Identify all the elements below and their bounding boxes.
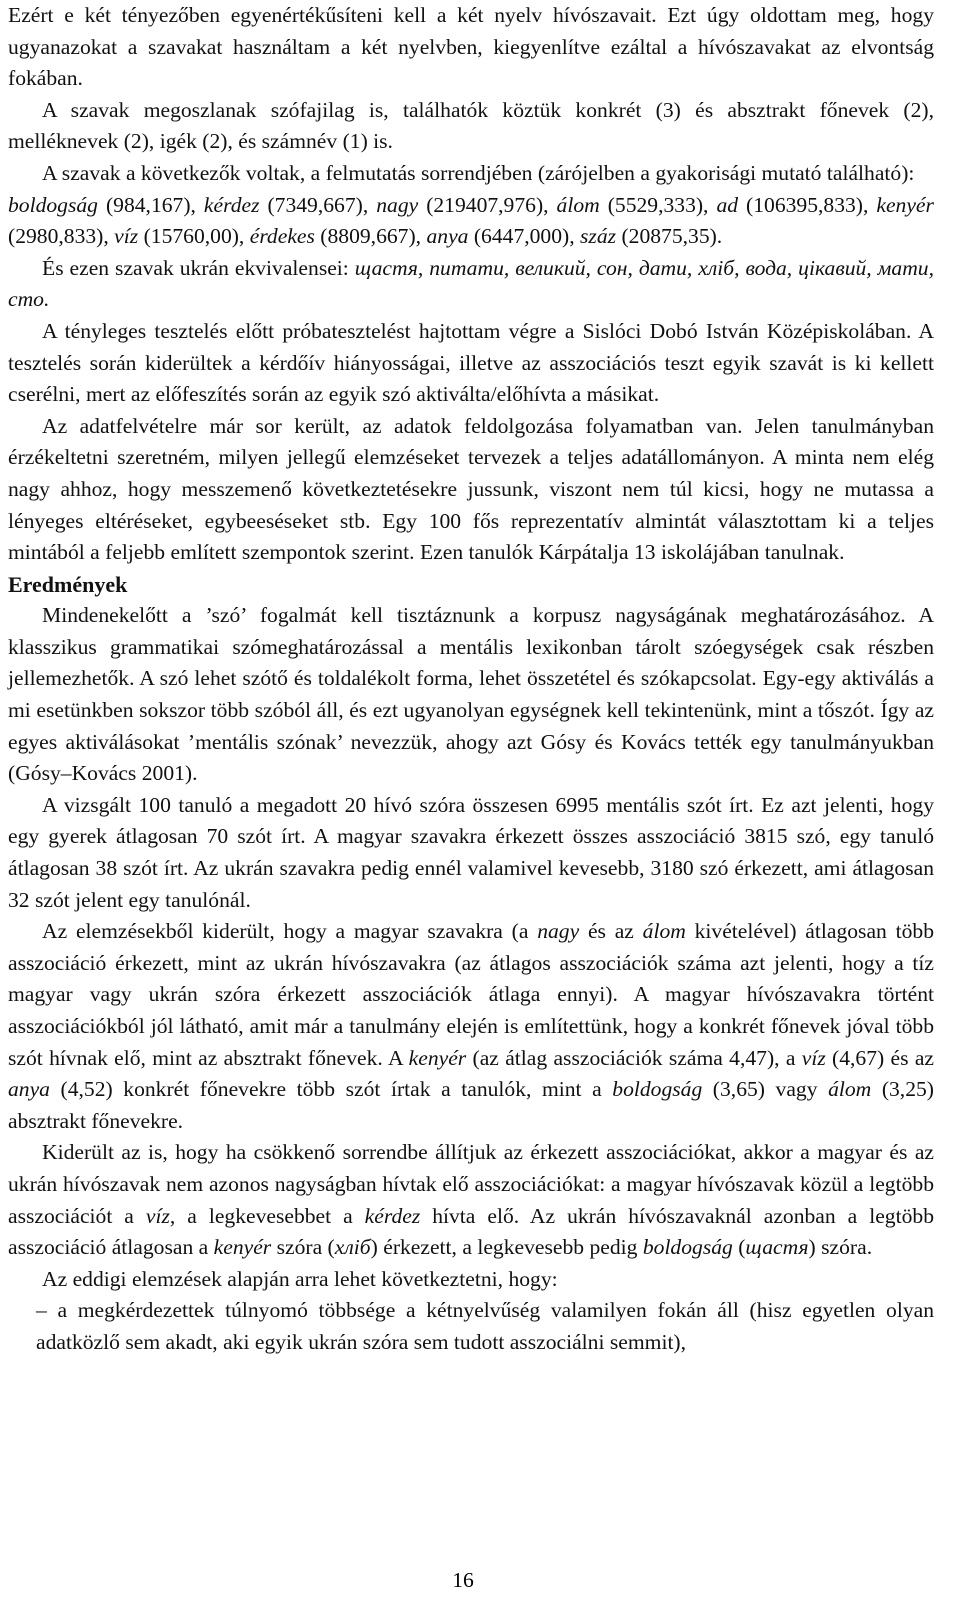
word: хліб xyxy=(334,1235,371,1260)
frequency: (219407,976), xyxy=(426,192,549,217)
word: kenyér xyxy=(213,1235,272,1260)
document-page xyxy=(8,0,934,1359)
frequency: (106395,833), xyxy=(746,192,869,217)
section-heading: Eredmények xyxy=(8,571,128,597)
word: álom xyxy=(556,192,600,217)
frequency: (8809,667), xyxy=(320,224,422,249)
bullet-item: – a megkérdezettek túlnyomó többsége a kétnyelvűség valamilyen fokán áll (hisz egyetlen olyan adatközlő sem akadt, aki egyik ukrán szóra sem tudott asszociálni semmit), xyxy=(36,1298,934,1354)
paragraph: A tényleges tesztelés előtt próbatesztelést hajtottam végre a Sislóci Dobó István Középiskolában. A tesztelés során kiderültek a kérdőív hiányosságai, illetve az asszociációs teszt egyik szavát is ki kellett cserélni, mert az előfeszítés során az egyik szó aktiválta/előhívta a másikat. xyxy=(8,318,934,407)
text: (3,65) vagy xyxy=(702,1077,829,1102)
word: víz xyxy=(801,1045,826,1070)
text: (4,52) konkrét főnevekre több szót írtak a tanulók, mint a xyxy=(49,1077,613,1102)
page-number: 16 xyxy=(452,1568,474,1592)
word: boldogság xyxy=(8,192,98,217)
paragraph: A szavak a következők voltak, a felmutatás sorrendjében (zárójelben a gyakorisági mutató található): xyxy=(42,160,915,185)
text: ) érkezett, a legkevesebb pedig xyxy=(370,1235,643,1260)
paragraph: Mindenekelőtt a ’szó’ fogalmát kell tisztáznunk a korpusz nagyságának meghatározásához. A klasszikus grammatikai szómeghatározással a mentális lexikonban tárolt szóegységek csak részben jellemezhetők. A szó lehet szótő és toldalékolt forma, lehet összetétel és szókapcsolat. Egy-egy aktiválás a mi esetünkben sokszor több szóból áll, és ezt ugyanolyan egységnek kell tekintenünk, mint a tőszót. Így az egyes aktiválásokat ’mentális szónak’ nevezzük, ahogy azt Gósy és Kovács tették egy tanulmányukban (Gósy–Kovács 2001). xyxy=(8,603,934,786)
word: érdekes xyxy=(249,224,315,249)
word: kenyér xyxy=(408,1045,467,1070)
frequency: (6447,000), xyxy=(473,224,575,249)
paragraph: A vizsgált 100 tanuló a megadott 20 hívó szóra összesen 6995 mentális szót írt. Ez azt jelenti, hogy egy gyerek átlagosan 70 szót írt. A magyar szavakra érkezett összes asszociáció 3815 szó, egy tanuló átlagosan 38 szót írt. Az ukrán szavakra pedig ennél valamivel kevesebb, 3180 szó érkezett, ami átlagosan 32 szót jelent egy tanulónál. xyxy=(8,792,934,912)
text: (az átlag asszociációk száma 4,47), a xyxy=(466,1045,802,1070)
word: anya xyxy=(8,1077,50,1102)
text: , a legkevesebbet a xyxy=(169,1203,365,1228)
word: száz xyxy=(580,224,617,249)
word: anya xyxy=(426,224,469,249)
text: És ezen szavak ukrán ekvivalensei: xyxy=(42,255,355,280)
ukrainian-words: щастя, питати, великий, сон, дати, хліб, вода, цікавий, мати, сто. xyxy=(8,255,935,312)
word: kérdez xyxy=(203,192,260,217)
word: álom xyxy=(642,919,686,944)
word-list xyxy=(8,190,934,253)
word: kenyér xyxy=(876,192,934,217)
text: hívta elő. Az ukrán hívószavaknál azonban a legtöbb asszociáció átlagosan a xyxy=(8,1203,934,1260)
word: víz xyxy=(145,1203,170,1228)
word: ad xyxy=(716,192,739,217)
word: víz xyxy=(114,224,139,249)
paragraph: A szavak megoszlanak szófajilag is, találhatók köztük konkrét (3) és absztrakt főnevek (2), melléknevek (2), igék (2), és számnév (1) is. xyxy=(8,97,934,154)
word: boldogság xyxy=(642,1235,733,1260)
frequency: (984,167), xyxy=(105,192,196,217)
text: kivételével) átlagosan több asszociáció érkezett, mint az ukrán hívószavakra (az átlagos asszociációk száma azt jelenti, hogy a tíz magyar vagy ukrán szóra érkezett asszociációk átlaga ennyi). A magyar hívószavakra történt asszociációkból jól látható, amit már a tanulmány elején is említettünk, hogy a konkrét főnevek jóval több szót hívnak elő, mint az absztrakt főnevek. A xyxy=(8,919,934,1070)
paragraph: Ezért e két tényezőben egyenértékűsíteni kell a két nyelv hívószavait. Ezt úgy oldottam meg, hogy ugyanazokat a szavakat használtam a két nyelvben, kiegyenlítve ezáltal a hívószavakat az elvontság fokában. xyxy=(8,3,934,91)
word: nagy xyxy=(537,919,580,944)
paragraph: Az eddigi elemzések alapján arra lehet következtetni, hogy: xyxy=(42,1266,558,1291)
frequency: (7349,667), xyxy=(267,192,369,217)
text: Az elemzésekből kiderült, hogy a magyar szavakra (a xyxy=(42,919,538,944)
text: (3,25) absztrakt főnevekre. xyxy=(8,1077,934,1133)
text: ( xyxy=(732,1235,746,1260)
frequency: (15760,00), xyxy=(143,224,245,249)
paragraph xyxy=(8,916,934,1137)
paragraph xyxy=(8,253,934,316)
word: nagy xyxy=(376,192,419,217)
text: és az xyxy=(579,919,643,944)
paragraph xyxy=(8,1137,934,1263)
word: boldogság xyxy=(612,1077,703,1102)
text: ) szóra. xyxy=(808,1235,873,1260)
word: щастя xyxy=(745,1235,809,1260)
word: álom xyxy=(828,1077,872,1102)
frequency: (2980,833), xyxy=(8,224,109,249)
frequency: (20875,35). xyxy=(621,224,723,249)
text: szóra ( xyxy=(271,1235,335,1260)
paragraph: Az adatfelvételre már sor került, az adatok feldolgozása folyamatban van. Jelen tanulmányban érzékeltetni szeretném, milyen jellegű elemzéseket tervezek a teljes adatállományon. A minta nem elég nagy ahhoz, hogy messzemenő következtetésekre jussunk, viszont nem túl kicsi, hogy ne mutassa a lényeges eltéréseket, egybeeséseket stb. Egy 100 fős reprezentatív almintát választottam ki a teljes mintából a feljebb említett szempontok szerint. Ezen tanulók Kárpátalja 13 iskolájában tanulnak. xyxy=(8,413,934,565)
word: kérdez xyxy=(364,1203,421,1228)
text: (4,67) és az xyxy=(825,1045,934,1070)
frequency: (5529,333), xyxy=(607,192,709,217)
text: Kiderült az is, hogy ha csökkenő sorrendbe állítjuk az érkezett asszociációkat, akkor a magyar és az ukrán hívószavak nem azonos nagyságban hívtak elő asszociációkat: a magyar hívószavak közül a legtöbb asszociációt a xyxy=(8,1140,934,1228)
